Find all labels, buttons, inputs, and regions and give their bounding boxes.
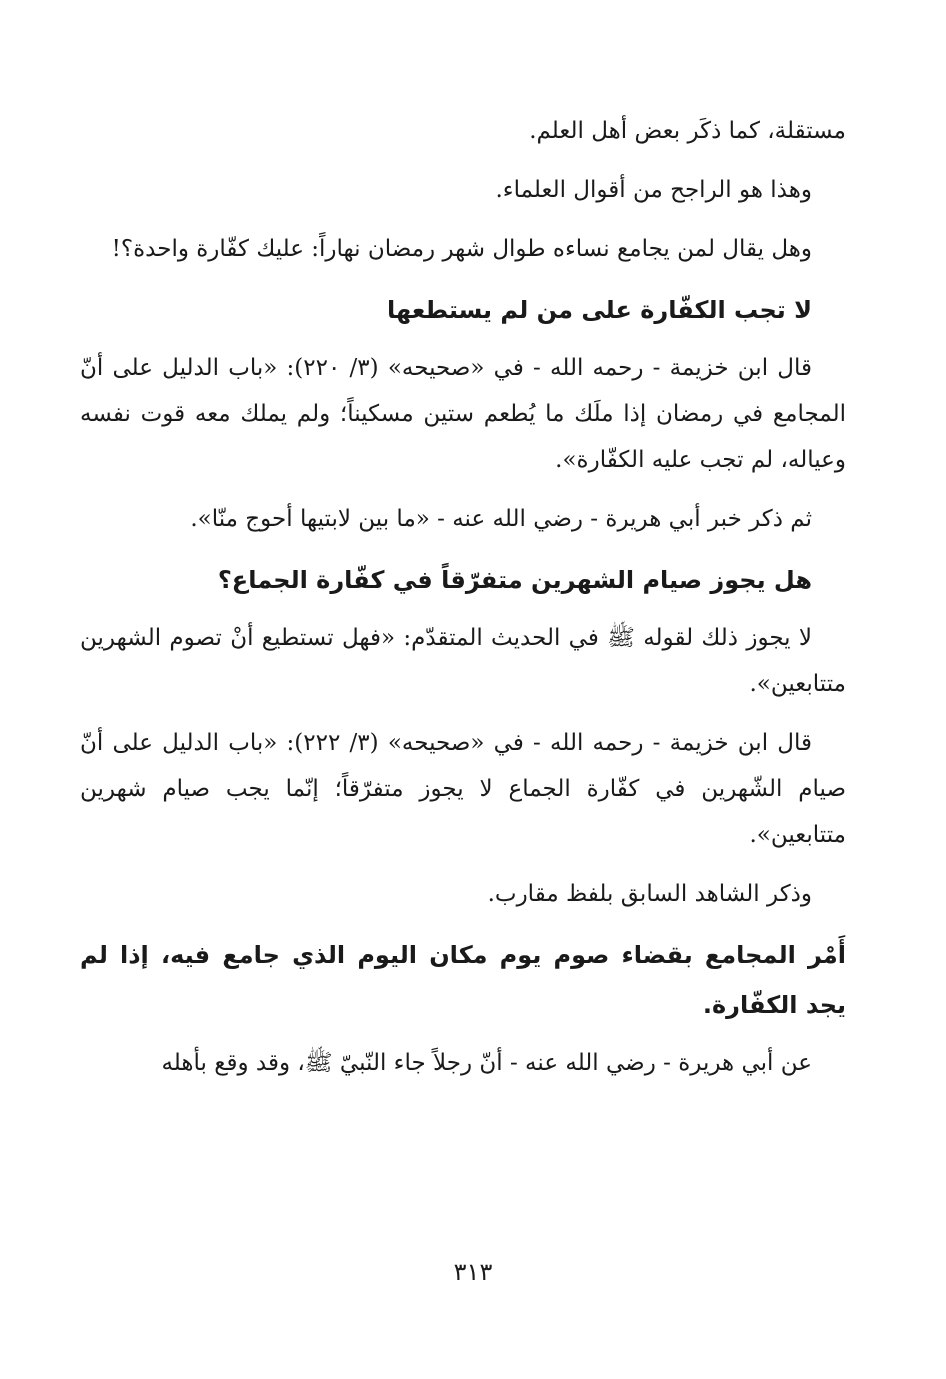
section-heading-1: لا تجب الكفّارة على من لم يستطعها <box>387 296 812 324</box>
page-body <box>80 108 846 1099</box>
section-heading-3: أَمْر المجامع بقضاء صوم يوم مكان اليوم الذي جامع فيه، إذا لم يجد الكفّارة. <box>80 941 846 1019</box>
paragraph-2: وهذا هو الراجح من أقوال العلماء. <box>495 177 812 203</box>
paragraph-3: وهل يقال لمن يجامع نساءه طوال شهر رمضان نهاراً: عليك كفّارة واحدة؟! <box>111 236 812 262</box>
paragraph-7: قال ابن خزيمة - رحمه الله - في «صحيحه» (٣/ ٢٢٢): «باب الدليل على أنّ صيام الشّهرين في كفّارة الجماع لا يجوز متفرّقاً؛ إنّما يجب صيام شهرين متتابعين». <box>80 730 846 848</box>
paragraph-8: وذكر الشاهد السابق بلفظ مقارب. <box>487 881 812 907</box>
paragraph-5: ثم ذكر خبر أبي هريرة - رضي الله عنه - «ما بين لابتيها أحوج منّا». <box>190 506 812 532</box>
paragraph-1: مستقلة، كما ذكَر بعض أهل العلم. <box>529 118 846 144</box>
page-number: ٣١٣ <box>453 1258 493 1286</box>
paragraph-6: لا يجوز ذلك لقوله ﷺ في الحديث المتقدّم: «فهل تستطيع أنْ تصوم الشهرين متتابعين». <box>80 625 846 697</box>
paragraph-4: قال ابن خزيمة - رحمه الله - في «صحيحه» (٣/ ٢٢٠): «باب الدليل على أنّ المجامع في رمضان إذا ملَك ما يُطعم ستين مسكيناً؛ ولم يملك معه قوت نفسه وعياله، لم تجب عليه الكفّارة». <box>80 355 846 473</box>
paragraph-9: عن أبي هريرة - رضي الله عنه - أنّ رجلاً جاء النّبيّ ﷺ، وقد وقع بأهله <box>161 1050 812 1076</box>
section-heading-2: هل يجوز صيام الشهرين متفرّقاً في كفّارة الجماع؟ <box>217 566 812 594</box>
